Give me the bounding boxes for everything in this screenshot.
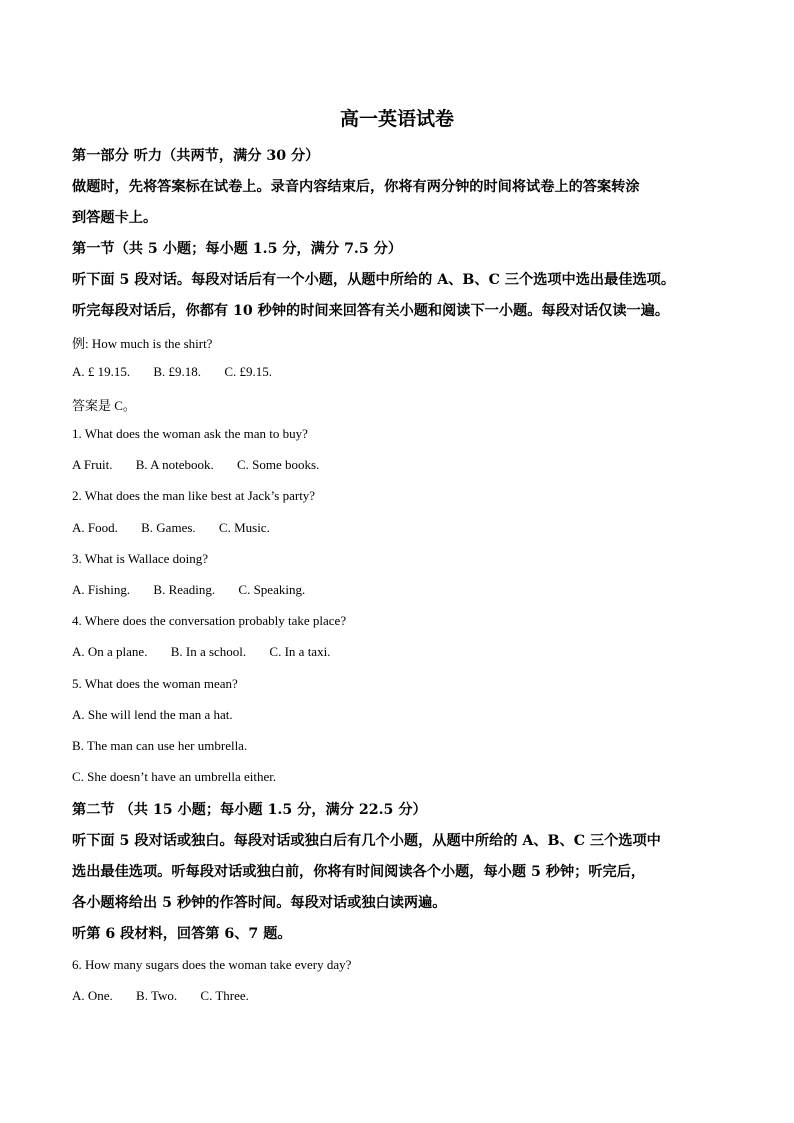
section1-instruction-line2: 听完每段对话后，你都有 10 秒钟的时间来回答有关小题和阅读下一小题。每段对话仅读一遍。	[72, 303, 670, 319]
option-c: C. Music.	[218, 520, 270, 535]
part1-instruction-line1: 做题时，先将答案标在试卷上。录音内容结束后，你将有两分钟的时间将试卷上的答案转涂	[72, 179, 640, 195]
part1-instruction-line2: 到答题卡上。	[72, 210, 158, 226]
example-answer: 答案是 C。	[72, 398, 136, 413]
option-b: B. £9.18.	[153, 364, 202, 379]
option-a: A Fruit.	[72, 457, 113, 472]
question-2: 2. What does the man like best at Jack’s party?	[72, 488, 316, 503]
question-5: 5. What does the woman mean?	[72, 676, 238, 691]
option-b: B. A notebook.	[135, 457, 214, 472]
option-a: A. One.	[72, 988, 113, 1003]
material-6-heading: 听第 6 段材料，回答第 6、7 题。	[72, 926, 292, 942]
question-2-options	[72, 520, 270, 536]
option-c: C. Speaking.	[238, 582, 306, 597]
option-a: A. On a plane.	[72, 644, 148, 659]
question-1-options	[72, 457, 319, 473]
section1-heading: 第一节（共 5 小题；每小题 1.5 分，满分 7.5 分）	[72, 241, 403, 257]
option-b: B. Two.	[136, 988, 178, 1003]
option-b: B. In a school.	[170, 644, 247, 659]
question-1: 1. What does the woman ask the man to buy?	[72, 426, 308, 441]
question-6: 6. How many sugars does the woman take every day?	[72, 957, 352, 972]
option-c: C. In a taxi.	[269, 644, 331, 659]
question-3: 3. What is Wallace doing?	[72, 551, 209, 566]
section2-instruction-line3: 各小题将给出 5 秒钟的作答时间。每段对话或独白读两遍。	[72, 895, 447, 911]
question-5-option-c: C. She doesn’t have an umbrella either.	[72, 769, 277, 784]
section2-heading: 第二节 （共 15 小题；每小题 1.5 分，满分 22.5 分）	[72, 802, 427, 818]
option-c: C. £9.15.	[224, 364, 272, 379]
section2-instruction-line1: 听下面 5 段对话或独白。每段对话或独白后有几个小题，从题中所给的 A、B、C 三个选项中	[72, 833, 661, 849]
option-c: C. Three.	[200, 988, 249, 1003]
section1-instruction-line1: 听下面 5 段对话。每段对话后有一个小题，从题中所给的 A、B、C 三个选项中选出最佳选项。	[72, 272, 676, 288]
question-4: 4. Where does the conversation probably take place?	[72, 613, 347, 628]
example-question: 例: How much is the shirt?	[72, 336, 213, 351]
option-a: A. £ 19.15.	[72, 364, 131, 379]
question-4-options	[72, 644, 330, 660]
exam-title: 高一英语试卷	[339, 108, 454, 130]
option-b: B. Reading.	[153, 582, 216, 597]
option-b: B. Games.	[141, 520, 196, 535]
question-5-option-a: A. She will lend the man a hat.	[72, 707, 233, 722]
option-a: A. Food.	[72, 520, 118, 535]
option-c: C. Some books.	[236, 457, 320, 472]
question-3-options	[72, 582, 305, 598]
option-a: A. Fishing.	[72, 582, 131, 597]
section2-instruction-line2: 选出最佳选项。听每段对话或独白前，你将有时间阅读各个小题，每小题 5 秒钟；听完后，	[72, 864, 646, 880]
example-options	[72, 364, 272, 380]
part1-heading: 第一部分 听力（共两节，满分 30 分）	[72, 148, 320, 164]
question-6-options	[72, 988, 249, 1004]
question-5-option-b: B. The man can use her umbrella.	[72, 738, 248, 753]
